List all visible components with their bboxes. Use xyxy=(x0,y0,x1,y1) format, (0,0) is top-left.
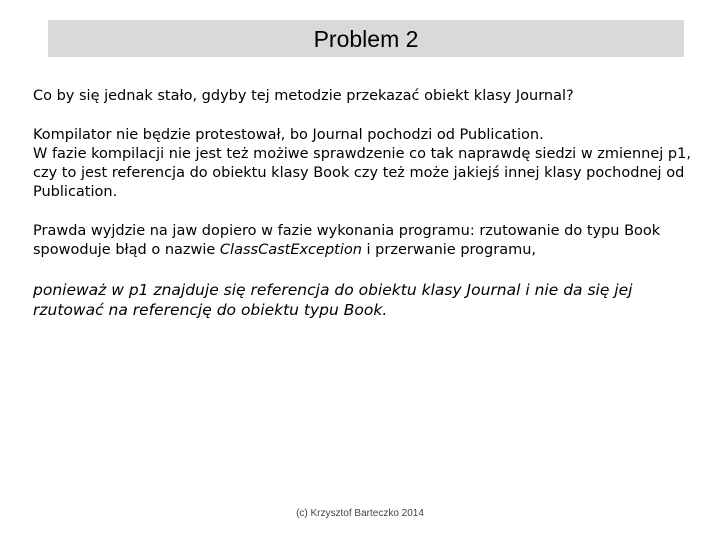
compiler-paragraph: Kompilator nie będzie protestował, bo Journal pochodzi od Publication. W fazie kompilacji nie jest też możiwe sprawdzenie co tak naprawdę siedzi w zmiennej p1, czy to jest referencja do obiektu klasy Book czy też może jakiejś innej klasy pochodnej od Publication. xyxy=(33,127,691,200)
runtime-text-end: i przerwanie programu, xyxy=(361,242,537,258)
exception-name: ClassCastException xyxy=(219,242,362,258)
runtime-paragraph xyxy=(33,222,703,260)
footer-copyright: (c) Krzysztof Barteczko 2014 xyxy=(296,508,424,519)
title-bar xyxy=(48,20,684,57)
slide-title: Problem 2 xyxy=(313,26,419,52)
question-text: Co by się jednak stało, gdyby tej metodzie przekazać obiekt klasy Journal? xyxy=(33,88,574,104)
runtime-text-start: Prawda wyjdzie na jaw dopiero w fazie wykonania programu: rzutowanie do typu Book spowoduje błąd o nazwie xyxy=(33,223,661,258)
explanation-paragraph: ponieważ w p1 znajduje się referencja do obiektu klasy Journal i nie da się jej rzutować na referencję do obiektu typu Book. xyxy=(33,281,633,319)
